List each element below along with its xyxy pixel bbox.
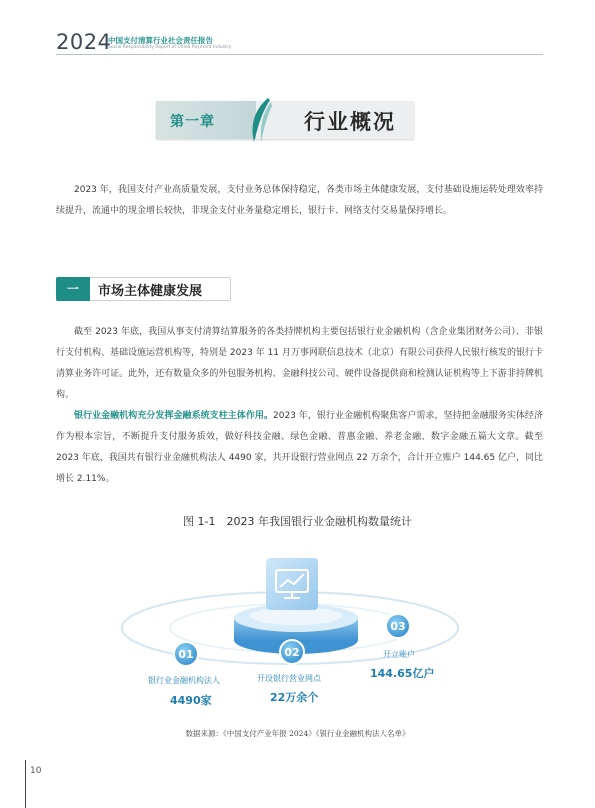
page-number: 10 bbox=[30, 766, 42, 776]
badge-03-text: 03 bbox=[390, 620, 406, 633]
header-year: 2024 bbox=[56, 30, 112, 54]
chapter-number: 第一章 bbox=[170, 114, 215, 130]
badge-01-text: 01 bbox=[178, 648, 194, 661]
section-title: 市场主体健康发展 bbox=[98, 284, 203, 299]
header-title: 中国支付清算行业社会责任报告 bbox=[108, 36, 213, 45]
page-number-rule bbox=[25, 760, 26, 808]
intro-text: 2023 年，我国支付产业高质量发展，支付业务总体保持稳定，各类市场主体健康发展，支付基础设施运转处理效率持续提升，流通中的现金增长较快，非现金支付业务量稳定增长，银行卡、网络支付交易量保持增长。 bbox=[56, 185, 543, 216]
chapter-leaf-decoration bbox=[248, 96, 272, 144]
badge-02-text: 02 bbox=[284, 646, 300, 659]
paragraph-3-highlight: 银行业金融机构充分发挥金融系统支柱主体作用。 bbox=[74, 411, 273, 421]
paragraph-2-text: 截至 2023 年底，我国从事支付清算结算服务的各类持牌机构主要包括银行业金融机构（含企业集团财务公司）、非银行支付机构、基础设施运营机构等，特别是 2023 年 11 月万事网联信息技术（北京）有限公司获得人民银行核发的银行卡清算业务许可证。此外，还有数量众多的外包服务机构、金融科技公司、硬件设备提供商和检测认证机构等上下游非持牌机构。 bbox=[56, 327, 543, 400]
intro-paragraph bbox=[56, 180, 543, 222]
section-number: 一 bbox=[56, 277, 90, 301]
figure-title: 图 1-1 2023 年我国银行业金融机构数量统计 bbox=[183, 515, 412, 528]
figure-source: 数据来源：《中国支付产业年报 2024》《银行业金融机构法人名单》 bbox=[185, 729, 410, 738]
paragraph-2 bbox=[56, 322, 543, 406]
badge-01 bbox=[174, 642, 198, 666]
item-02-label: 开设银行营业网点 bbox=[257, 674, 321, 683]
item-02-value: 22万余个 bbox=[270, 691, 319, 704]
header-divider bbox=[56, 54, 543, 55]
item-03-label: 开立账户 bbox=[383, 650, 415, 659]
paragraph-3-body: 2023 年，银行业金融机构聚焦客户需求，坚持把金融服务实体经济作为根本宗旨，不断提升支付服务质效，做好科技金融、绿色金融、普惠金融、养老金融、数字金融五篇大文章。截至 2023 年底，我国共有银行业金融机构法人 4490 家，共开设银行营业网点 22 万余个，合计开立账户 144.65 亿户，同比增长 2.11%。 bbox=[56, 411, 543, 484]
item-01-label: 银行业金融机构法人 bbox=[148, 676, 220, 685]
item-03-value: 144.65亿户 bbox=[370, 667, 435, 680]
badge-03 bbox=[386, 614, 410, 638]
paragraph-3 bbox=[56, 406, 543, 490]
item-01-value: 4490家 bbox=[170, 694, 212, 707]
header-subtitle: Social Responsibility Report of China Payment Industry bbox=[108, 45, 232, 50]
paragraph-3-text bbox=[56, 406, 543, 490]
chapter-title: 行业概况 bbox=[304, 110, 396, 134]
badge-02 bbox=[280, 640, 304, 664]
monitor-panel bbox=[266, 558, 318, 610]
